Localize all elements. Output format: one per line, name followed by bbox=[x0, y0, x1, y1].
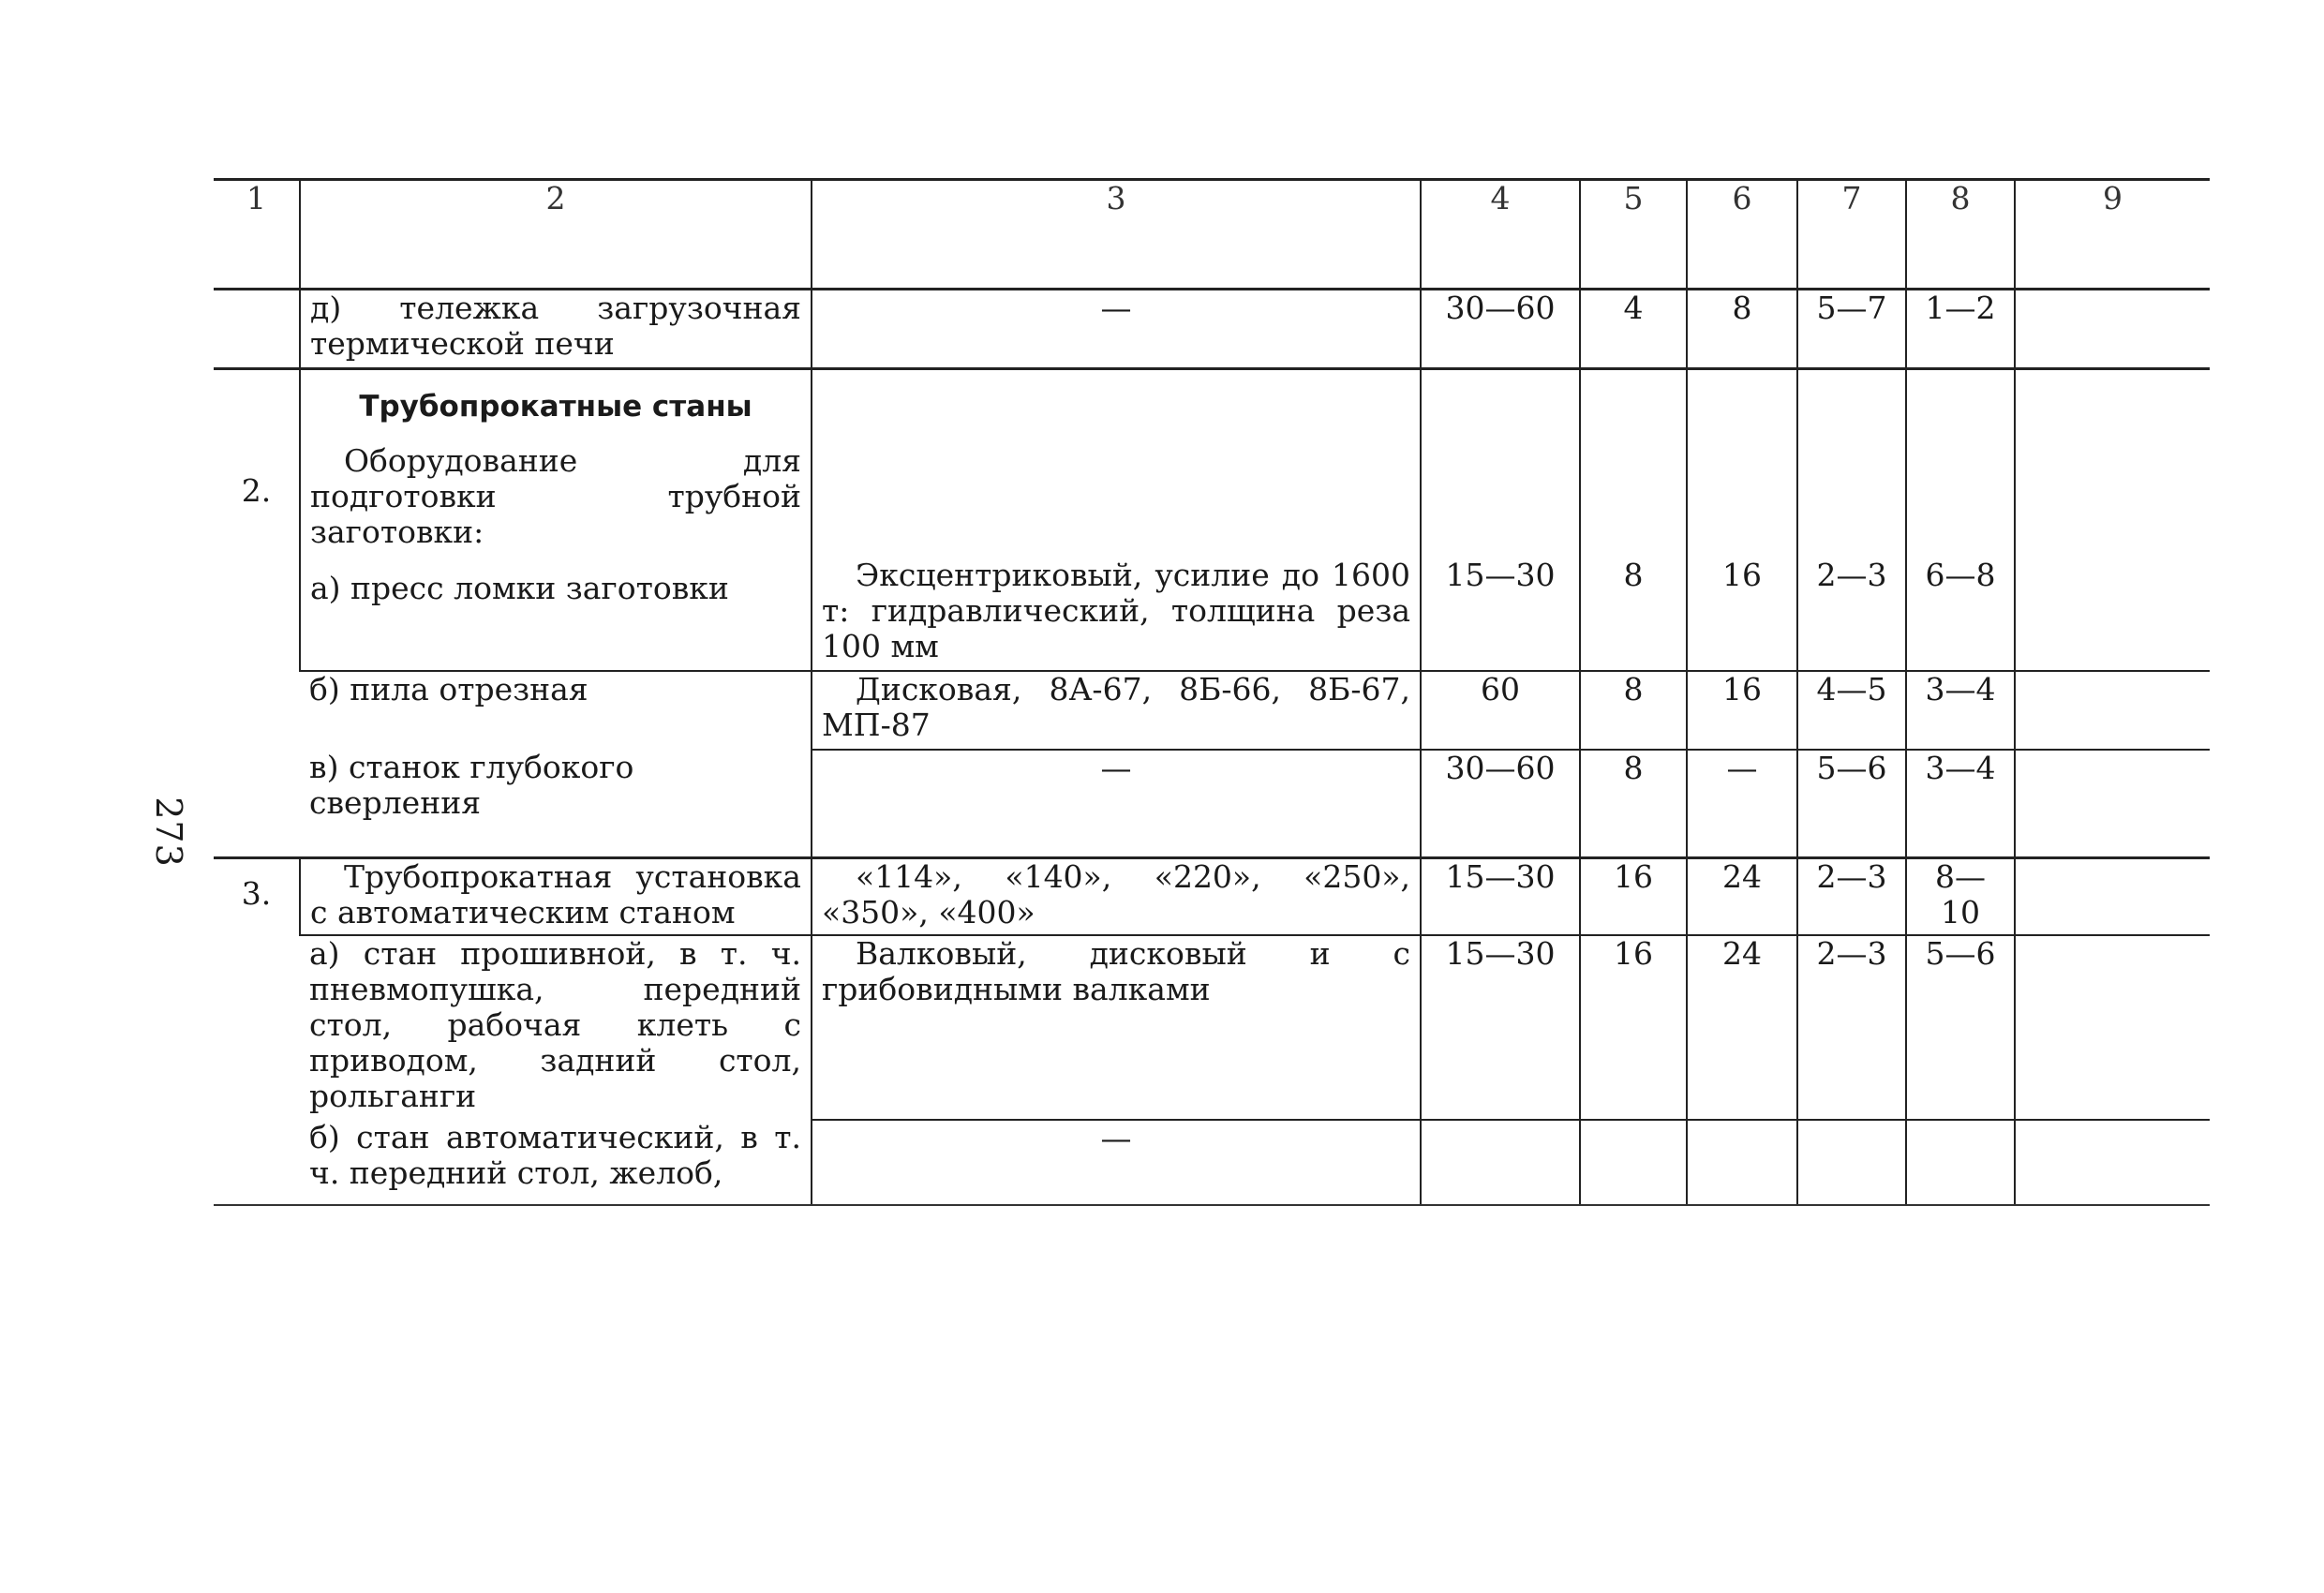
equipment-type bbox=[812, 290, 1421, 369]
type-dash: — bbox=[1100, 290, 1132, 326]
row-number bbox=[214, 290, 300, 369]
column-header: 1 bbox=[214, 180, 300, 290]
equipment-name: в) станок глубокого сверления bbox=[300, 750, 812, 858]
value-col-6: 24 bbox=[1687, 935, 1797, 1120]
column-header: 2 bbox=[300, 180, 812, 290]
table-header bbox=[214, 180, 2210, 290]
value-col-5 bbox=[1580, 1120, 1687, 1205]
value-col-6: 16 bbox=[1687, 671, 1797, 750]
section-intro: Оборудование для подготовки трубной заготовки: bbox=[310, 442, 801, 550]
value-col-9 bbox=[2015, 671, 2210, 750]
value-col-4 bbox=[1421, 1120, 1580, 1205]
section-heading: Трубопрокатные станы bbox=[359, 390, 752, 424]
value-col-5: 16 bbox=[1580, 858, 1687, 936]
value-col-9 bbox=[2015, 369, 2210, 672]
equipment-name: а) стан прошивной, в т. ч. пневмопушка, передний стол, рабочая клеть с приводом, задний стол, рольганги bbox=[309, 935, 801, 1114]
value-col-7: 5—7 bbox=[1797, 290, 1906, 369]
equipment-name bbox=[300, 369, 812, 672]
value-col-4: 30—60 bbox=[1421, 290, 1580, 369]
equipment-type bbox=[812, 750, 1421, 858]
value-col-7 bbox=[1797, 1120, 1906, 1205]
equipment-name: б) пила отрезная bbox=[309, 671, 588, 707]
value-col-7: 4—5 bbox=[1797, 671, 1906, 750]
value-col-9 bbox=[2015, 1120, 2210, 1205]
value-col-9 bbox=[2015, 935, 2210, 1120]
equipment-type: Валковый, дисковый и с грибовидными валками bbox=[812, 935, 1421, 1120]
value-col-6: 24 bbox=[1687, 858, 1797, 936]
value-col-8: 3—4 bbox=[1906, 750, 2015, 858]
equipment-name: б) стан автоматический, в т. ч. передний стол, желоб, bbox=[300, 1120, 812, 1205]
equipment-type bbox=[812, 1120, 1421, 1205]
value-col-7: 5—6 bbox=[1797, 750, 1906, 858]
value-col-5: 8 bbox=[1580, 671, 1687, 750]
column-header: 4 bbox=[1421, 180, 1580, 290]
equipment-name: Трубопрокатная установка с автоматическим станом bbox=[300, 858, 812, 936]
value-col-9 bbox=[2015, 750, 2210, 858]
page-number: 273 bbox=[148, 796, 189, 868]
table-row bbox=[214, 671, 2210, 750]
table-row bbox=[214, 750, 2210, 858]
equipment-type: Эксцентриковый, усилие до 1600 т: гидравлический, толщина реза 100 мм bbox=[812, 369, 1421, 672]
equipment-table bbox=[214, 178, 2210, 1206]
value-col-4: 60 bbox=[1421, 671, 1580, 750]
value-col-8: 3—4 bbox=[1906, 671, 2015, 750]
column-header: 5 bbox=[1580, 180, 1687, 290]
column-header: 9 bbox=[2015, 180, 2210, 290]
value-col-7: 2—3 bbox=[1797, 369, 1906, 672]
value-col-8: 6—8 bbox=[1906, 369, 2015, 672]
equipment-type: Дисковая, 8А-67, 8Б-66, 8Б-67, МП-87 bbox=[812, 671, 1421, 750]
value-col-5: 4 bbox=[1580, 290, 1687, 369]
value-col-9 bbox=[2015, 290, 2210, 369]
value-col-5: 8 bbox=[1580, 750, 1687, 858]
value-col-8: 5—6 bbox=[1906, 935, 2015, 1120]
value-col-5: 8 bbox=[1580, 369, 1687, 672]
column-header: 6 bbox=[1687, 180, 1797, 290]
value-col-7: 2—3 bbox=[1797, 858, 1906, 936]
value-col-4: 15—30 bbox=[1421, 858, 1580, 936]
table-row bbox=[214, 935, 2210, 1120]
column-header: 3 bbox=[812, 180, 1421, 290]
value-col-4: 30—60 bbox=[1421, 750, 1580, 858]
value-col-8 bbox=[1906, 1120, 2015, 1205]
value-col-7: 2—3 bbox=[1797, 935, 1906, 1120]
column-header: 7 bbox=[1797, 180, 1906, 290]
type-dash: — bbox=[1100, 750, 1132, 786]
equipment-name-a: а) пресс ломки заготовки bbox=[310, 570, 729, 606]
value-col-4: 15—30 bbox=[1421, 935, 1580, 1120]
row-number: 3. bbox=[214, 858, 300, 1206]
value-col-6: 8 bbox=[1687, 290, 1797, 369]
table-row bbox=[214, 858, 2210, 936]
value-col-6: 16 bbox=[1687, 369, 1797, 672]
type-dash: — bbox=[1100, 1120, 1132, 1156]
table-row bbox=[214, 290, 2210, 369]
equipment-name: д) тележка загрузочная термической печи bbox=[300, 290, 812, 369]
value-col-6 bbox=[1687, 1120, 1797, 1205]
column-header: 8 bbox=[1906, 180, 2015, 290]
row-number: 2. bbox=[214, 369, 300, 858]
table-row bbox=[214, 369, 2210, 672]
value-col-8: 8—10 bbox=[1906, 858, 2015, 936]
value-col-6: — bbox=[1687, 750, 1797, 858]
value-col-5: 16 bbox=[1580, 935, 1687, 1120]
equipment-type: «114», «140», «220», «250», «350», «400» bbox=[812, 858, 1421, 936]
value-col-8: 1—2 bbox=[1906, 290, 2015, 369]
value-col-9 bbox=[2015, 858, 2210, 936]
value-col-4: 15—30 bbox=[1421, 369, 1580, 672]
table-row bbox=[214, 1120, 2210, 1205]
